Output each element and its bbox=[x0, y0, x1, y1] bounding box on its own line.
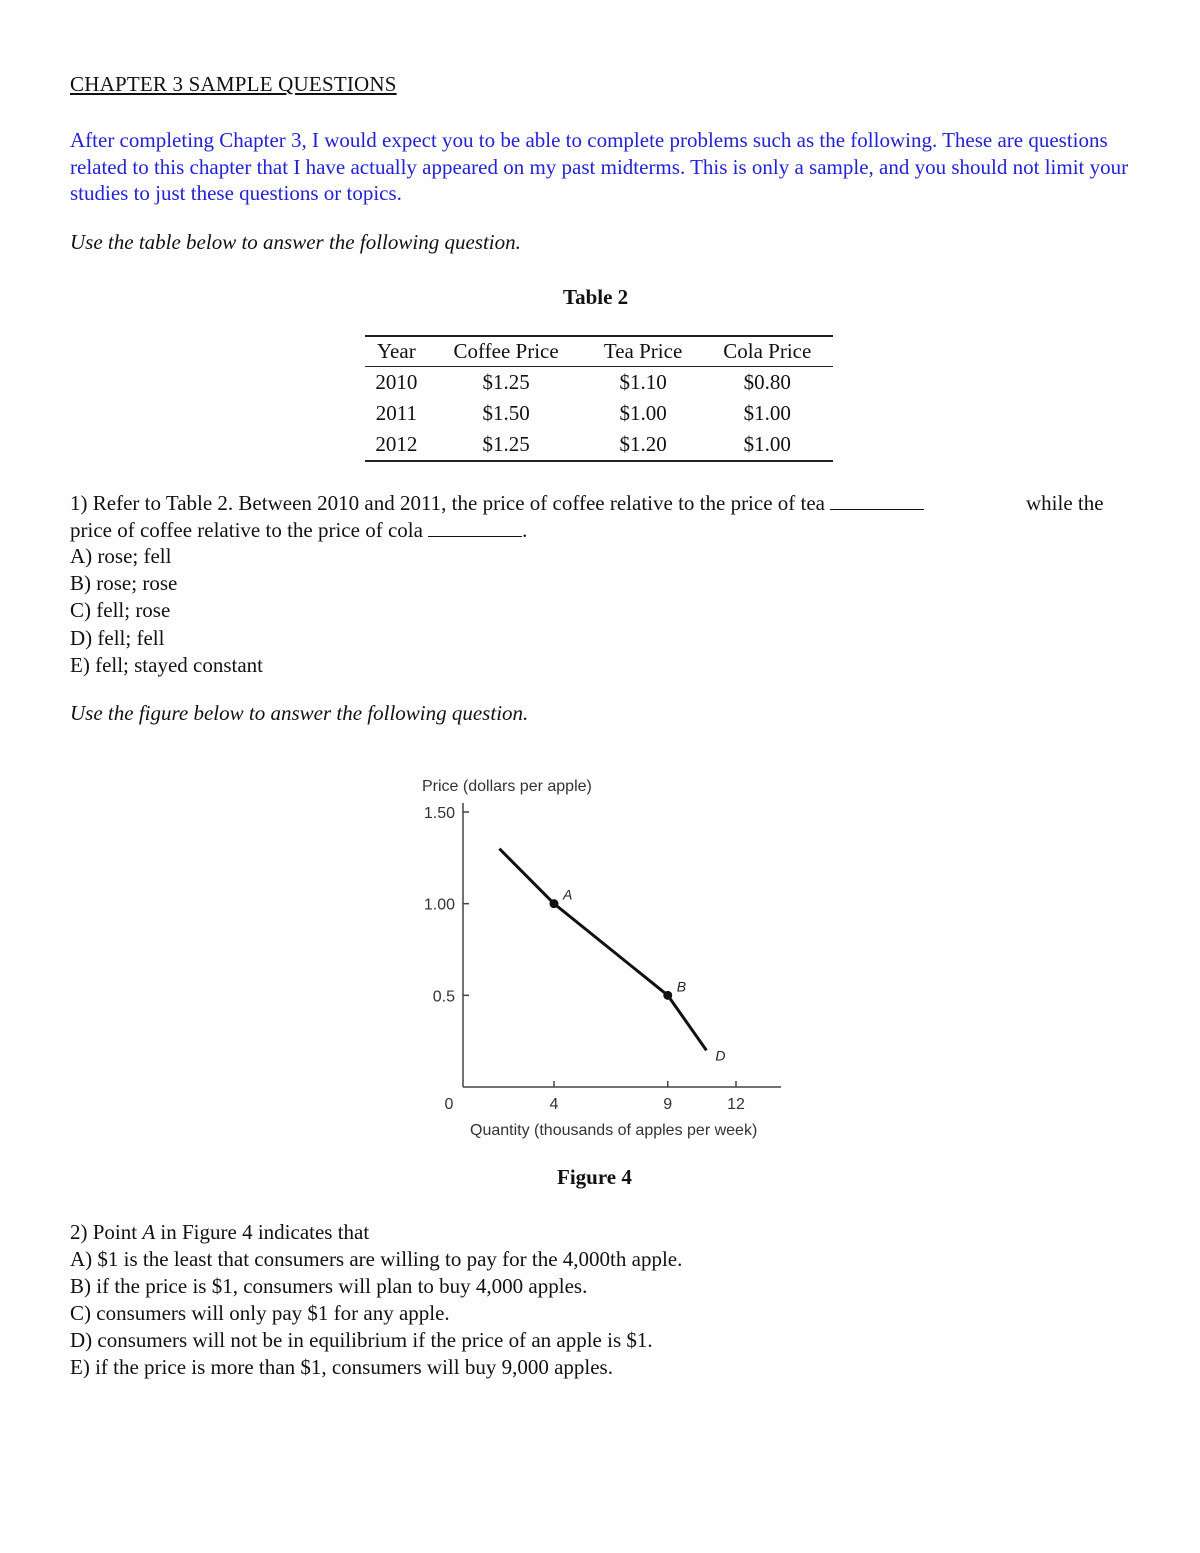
question-2-option-d: D) consumers will not be in equilibrium if the price of an apple is $1. bbox=[70, 1328, 653, 1352]
x-tick-label: 0 bbox=[444, 1096, 454, 1113]
period: . bbox=[522, 518, 528, 542]
table-cell: 2010 bbox=[375, 370, 418, 394]
table-header-coffee: Coffee Price bbox=[428, 336, 585, 367]
table-cell: 2011 bbox=[375, 401, 417, 425]
table-cell: $1.25 bbox=[482, 370, 530, 394]
table-cell: $1.00 bbox=[743, 401, 791, 425]
table-cell: $1.00 bbox=[619, 401, 667, 425]
question-1-stem-part1: 1) Refer to Table 2. Between 2010 and 2011, the price of coffee relative to the price of tea bbox=[70, 491, 826, 515]
table-row bbox=[365, 429, 833, 461]
price-table bbox=[365, 335, 833, 462]
question-2-option-c: C) consumers will only pay $1 for any apple. bbox=[70, 1301, 450, 1325]
point-d-label: D bbox=[715, 1047, 726, 1064]
table-cell: $1.20 bbox=[619, 432, 667, 456]
question-2-stem-suffix: in Figure 4 indicates that bbox=[155, 1220, 370, 1244]
table-row bbox=[365, 367, 833, 399]
table-row bbox=[365, 398, 833, 429]
x-tick-label: 9 bbox=[663, 1096, 673, 1113]
table-header-row bbox=[365, 336, 833, 367]
table-cell: $1.50 bbox=[482, 401, 530, 425]
demand-curve-figure bbox=[400, 765, 800, 1155]
table-instruction: Use the table below to answer the following question. bbox=[70, 230, 521, 254]
table-cell: $1.25 bbox=[482, 432, 530, 456]
question-1-option-c: C) fell; rose bbox=[70, 598, 171, 622]
question-1-option-e: E) fell; stayed constant bbox=[70, 653, 264, 677]
figure-caption: Figure 4 bbox=[557, 1165, 632, 1189]
question-2-stem bbox=[70, 1219, 369, 1245]
question-2-option-e: E) if the price is more than $1, consumers will buy 9,000 apples. bbox=[70, 1355, 613, 1379]
question-1-option-a: A) rose; fell bbox=[70, 544, 172, 568]
table-header-cola: Cola Price bbox=[702, 336, 833, 367]
question-1-option-b: B) rose; rose bbox=[70, 571, 178, 595]
table-cell: $1.00 bbox=[743, 432, 791, 456]
y-tick-label: 1.00 bbox=[423, 896, 455, 914]
answer-blank-2 bbox=[428, 518, 522, 537]
question-2-point-label: A bbox=[142, 1220, 156, 1244]
question-1-option-d: D) fell; fell bbox=[70, 626, 165, 650]
page-title: CHAPTER 3 SAMPLE QUESTIONS bbox=[70, 72, 397, 96]
question-1-stem-line2 bbox=[70, 517, 527, 543]
point-b-label: B bbox=[676, 978, 687, 995]
point-a-label: A bbox=[563, 886, 573, 903]
table-header-tea: Tea Price bbox=[585, 336, 702, 367]
point-b-marker bbox=[663, 991, 672, 1000]
figure-instruction: Use the figure below to answer the following question. bbox=[70, 701, 529, 725]
table-cell: $1.10 bbox=[619, 370, 667, 394]
x-axis-label: Quantity (thousands of apples per week) bbox=[470, 1122, 758, 1139]
y-tick-label: 0.5 bbox=[432, 988, 455, 1006]
y-axis-label: Price (dollars per apple) bbox=[422, 778, 592, 795]
question-2-stem-prefix: 2) Point bbox=[70, 1220, 143, 1244]
table-cell: $0.80 bbox=[743, 370, 791, 394]
x-tick-label: 4 bbox=[549, 1096, 559, 1113]
table-caption: Table 2 bbox=[563, 285, 629, 309]
table-cell: 2012 bbox=[375, 432, 418, 456]
question-1-stem-part3: price of coffee relative to the price of cola bbox=[70, 518, 423, 542]
question-2-option-b: B) if the price is $1, consumers will plan to buy 4,000 apples. bbox=[70, 1274, 588, 1298]
x-tick-label: 12 bbox=[727, 1096, 745, 1113]
demand-curve bbox=[499, 849, 706, 1051]
point-a-marker bbox=[550, 899, 559, 908]
question-1-stem-line1 bbox=[70, 490, 924, 516]
y-tick-label: 1.50 bbox=[423, 805, 455, 822]
table-header-year: Year bbox=[365, 336, 428, 367]
intro-paragraph: After completing Chapter 3, I would expect you to be able to complete problems such as the following. These are questions related to this chapter that I have actually appeared on my past midterms. This is only a sample, and you should not limit your studies to just these questions or topics. bbox=[70, 128, 1129, 205]
question-1-stem-part2: while the bbox=[1026, 491, 1104, 515]
question-2-option-a: A) $1 is the least that consumers are willing to pay for the 4,000th apple. bbox=[70, 1247, 683, 1271]
answer-blank-1 bbox=[830, 491, 924, 510]
